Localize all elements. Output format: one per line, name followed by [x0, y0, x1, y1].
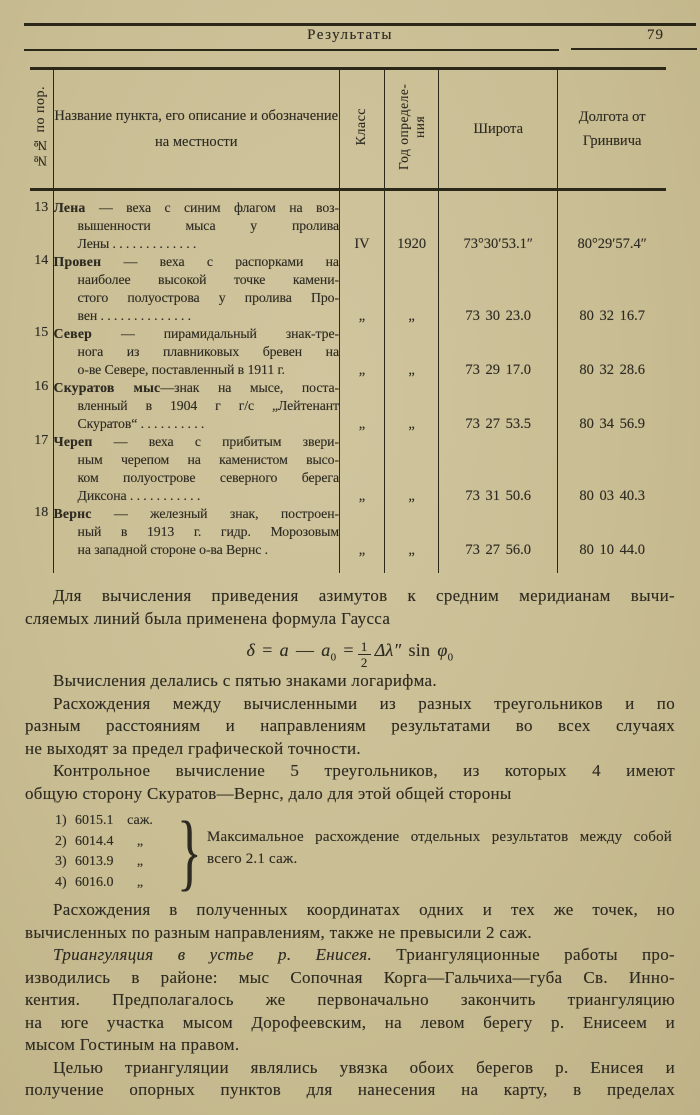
point-description: Север — пирамидальный знак-тре- нога из плавниковых бревен на о-ве Севере, поставленный в 1911 г.: [53, 326, 339, 377]
point-year: „: [385, 253, 439, 325]
formula-delta: δ: [246, 640, 256, 660]
italic-lead: Триангуляция в устье р. Енисея.: [53, 945, 373, 964]
text-line: Скуратов“ . . . . . . . . . .: [77, 416, 205, 431]
point-latitude: 73 31 50.6: [439, 433, 558, 505]
text-line: Диксона . . . . . . . . . . .: [77, 488, 201, 503]
point-longitude: 80 32 16.7: [558, 253, 666, 325]
text-line: сляемых линий была применена формула Гаусса: [25, 608, 391, 628]
point-latitude: 73 27 53.5: [439, 379, 558, 433]
table-row: [30, 505, 666, 559]
table-row: [30, 379, 666, 433]
text-line: Контрольное вычисление 5 треугольников, из которых 4 имеют: [53, 761, 675, 780]
text-line: вен . . . . . . . . . . . . . .: [77, 308, 191, 323]
point-class: „: [339, 253, 384, 325]
point-latitude: 73 29 17.0: [439, 325, 558, 379]
text-line: на западной стороне о-ва Вернс .: [77, 542, 268, 557]
point-name: Провен: [53, 254, 102, 269]
text-line: на юге участка мысом Дорофеевским, на левом берегу р. Енисеем и: [25, 1012, 675, 1032]
point-year: „: [385, 379, 439, 433]
row-number: 17: [34, 433, 49, 448]
col-header-year: Год определе-ния: [385, 69, 439, 190]
point-name: Череп: [53, 434, 93, 449]
text-line: получение опорных пунктов для нанесения на карту, в пределах: [25, 1080, 675, 1099]
text-line: Максимальное расхождение отдельных результатов между собой: [207, 829, 672, 845]
text-line: ком полуострове северного берега: [77, 470, 339, 485]
paragraph-goal: [25, 1057, 675, 1102]
results-list-block: [55, 803, 672, 899]
list-item: 2) 6014.4 „: [55, 833, 144, 849]
gauss-formula: δ = a — $a_0$ = $\frac{1}{2}$ Δλ″ $\sin \varphi_0$: [246, 639, 454, 670]
paragraph-yenisei: Триангуляция в устье р. Енисея. Триангуляционные работы про- изводились в районе: мыс Сопочная Корга—Гальчиха—губа Св. Инно- кентия. Предполагалось же первоначально закончить триангуляцию на юге участка мысом Дорофеевским, на левом берегу р. Енисеем и мысом Гостиным на правом.: [25, 944, 675, 1057]
point-latitude: 73°30′53.1″: [439, 190, 558, 254]
head-rule-segment: [24, 49, 559, 51]
table-row: [30, 433, 666, 505]
text-line: Расхождения в полученных координатах одних и тех же точек, но: [53, 900, 675, 919]
point-description: Лена — веха с синим флагом на воз- вышенности мыса у пролива Лены . . . . . . . . . . . . .: [53, 190, 339, 254]
paragraph-gauss-intro: [25, 585, 675, 630]
point-longitude: 80 10 44.0: [558, 505, 666, 559]
text-line: ный в 1913 г. гидр. Морозовым: [77, 524, 339, 539]
text-line: вышенности мыса у пролива: [77, 218, 339, 233]
text-line: Расхождения между вычисленными из разных треугольников и по: [53, 693, 675, 713]
point-longitude: 80°29′57.4″: [558, 190, 666, 254]
point-description: Провен — веха с распорками на наиболее высокой точке камени- стого полуострова у пролива Про- вен . . . . . . . . . . . . . .: [53, 254, 339, 323]
text-line: не выходят за предел графической точности.: [25, 738, 361, 758]
page-title: Результаты: [307, 27, 393, 43]
row-number: 15: [34, 325, 49, 340]
point-longitude: 80 34 56.9: [558, 379, 666, 433]
col-header-latitude: Широта: [439, 69, 558, 190]
col-header-number: №№ по пор.: [30, 69, 53, 190]
point-latitude: 73 30 23.0: [439, 253, 558, 325]
paragraph-coords: [25, 899, 675, 944]
point-year: „: [385, 505, 439, 559]
row-number: 18: [34, 505, 49, 520]
text-line: стого полуострова у пролива Про-: [77, 290, 339, 305]
results-note: [207, 826, 672, 870]
list-item: 3) 6013.9 „: [55, 854, 144, 869]
text-line: Лены . . . . . . . . . . . . .: [77, 236, 197, 251]
text-line: Вычисления делались с пятью знаками логарифма.: [53, 671, 437, 690]
text-line: нога из плавниковых бревен на: [77, 344, 339, 359]
point-class: „: [339, 379, 384, 433]
point-name: Вернс: [53, 506, 92, 521]
text-line: изводились в районе: мыс Сопочная Корга—Гальчиха—губа Св. Инно-: [25, 967, 675, 987]
point-name: Лена: [53, 200, 86, 215]
results-list: [55, 811, 171, 893]
point-description: Скуратов мыс—знак на мысе, поста- вленный в 1904 г г/с „Лейтенант Скуратов“ . . . . . . . . . .: [53, 380, 339, 431]
text-line: Для вычисления приведения азимутов к средним меридианам вычи-: [53, 586, 675, 605]
col-header-class: Класс: [339, 69, 384, 190]
list-item: 1) 6015.1 саж.: [55, 813, 153, 828]
table-header-row: [30, 69, 666, 190]
row-number: 13: [34, 200, 49, 215]
triangulation-points-table: [30, 67, 666, 573]
text-line: Целью триангуляции являлись увязка обоих берегов р. Енисея и: [53, 1057, 675, 1077]
point-year: 1920: [385, 190, 439, 254]
table-row: [30, 253, 666, 325]
table-row-spacer: [30, 559, 666, 573]
text-line: вленный в 1904 г г/с „Лейтенант: [77, 398, 339, 413]
head-rule-bottom: [24, 49, 697, 51]
col-header-name: Название пункта, его описание и обозначение на местности: [53, 69, 339, 190]
running-head: [0, 27, 700, 48]
point-longitude: 80 32 28.6: [558, 325, 666, 379]
point-year: „: [385, 433, 439, 505]
text-line: всего 2.1 саж.: [207, 851, 298, 867]
text-line: ным черепом на каменистом высо-: [77, 452, 339, 467]
table-row: [30, 190, 666, 254]
text-line: мысом Гостиным на правом.: [25, 1035, 240, 1054]
point-name: Скуратов мыс: [53, 380, 161, 395]
point-description: Вернс — железный знак, построен- ный в 1913 г. гидр. Морозовым на западной стороне о-ва Вернс .: [53, 506, 339, 557]
point-class: IV: [339, 190, 384, 254]
text-line: разным расстояниям и направлениям результатами во всех случаях: [25, 716, 675, 735]
point-latitude: 73 27 56.0: [439, 505, 558, 559]
row-number: 14: [34, 253, 49, 268]
text-line: кентия. Предполагалось же первоначально закончить триангуляцию: [25, 990, 675, 1009]
point-name: Север: [53, 326, 93, 341]
text-line: наиболее высокой точке камени-: [77, 272, 339, 287]
point-class: „: [339, 325, 384, 379]
point-year: „: [385, 325, 439, 379]
head-rule-segment: [571, 48, 697, 50]
paragraph-control-calc: [25, 760, 675, 805]
point-class: „: [339, 433, 384, 505]
head-rule-top: [24, 23, 696, 26]
col-header-longitude: Долгота от Гринвича: [558, 69, 666, 190]
list-item: 4) 6016.0 „: [55, 874, 144, 890]
text-line: вычисленных по разным направлениям, также не превысили 2 саж.: [25, 922, 532, 942]
brace-glyph: }: [177, 803, 202, 899]
paragraph-discrepancies: [25, 693, 675, 761]
row-number: 16: [34, 379, 49, 394]
body-text-lower: [25, 899, 675, 1102]
formula-fraction: $\frac{1}{2}$: [358, 639, 371, 670]
page-number: 79: [647, 27, 664, 43]
text-line: общую сторону Скуратов—Вернс, дало для этой общей стороны: [25, 783, 512, 803]
text-line: о-ве Севере, поставленный в 1911 г.: [77, 362, 285, 377]
point-description: Череп — веха с прибитым звери- ным черепом на каменистом высо- ком полуострове северного берега Диксона . . . . . . . . . . .: [53, 434, 339, 503]
body-text: [25, 585, 675, 805]
point-longitude: 80 03 40.3: [558, 433, 666, 505]
point-class: „: [339, 505, 384, 559]
table-row: [30, 325, 666, 379]
paragraph-logarithm: [25, 670, 675, 693]
